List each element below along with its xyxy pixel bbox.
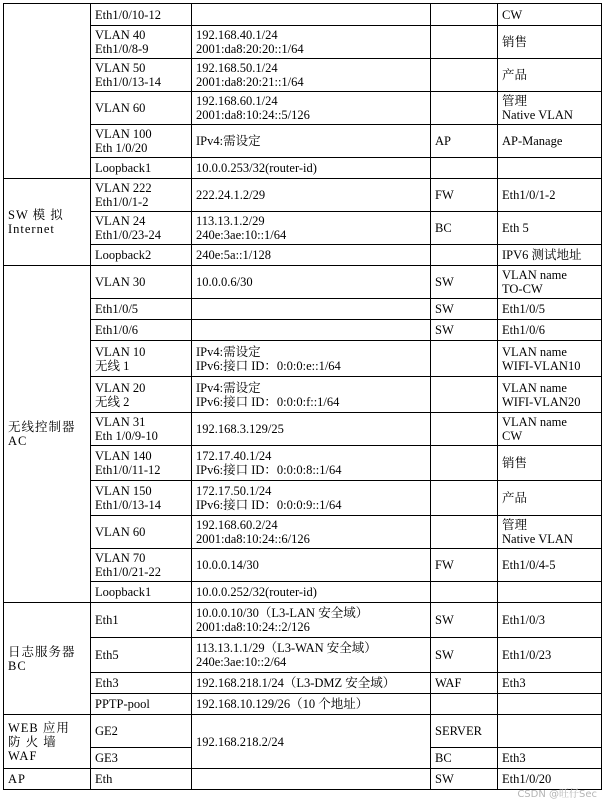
address-cell xyxy=(192,549,431,582)
address-line: IPv6:接口 ID：0:0:0:9::1/64 xyxy=(196,498,342,512)
peer-interface-cell xyxy=(498,212,602,245)
interface-cell xyxy=(91,446,192,481)
table-row xyxy=(4,26,602,59)
interface-line: VLAN 20 xyxy=(95,380,146,395)
peer-interface-line: Eth3 xyxy=(502,751,526,765)
peer-device-cell: FW xyxy=(431,549,498,582)
peer-interface-cell xyxy=(498,481,602,516)
interface-cell xyxy=(91,673,192,694)
interface-cell xyxy=(91,320,192,341)
address-line: 2001:da8:20:20::1/64 xyxy=(196,42,304,56)
address-cell xyxy=(192,603,431,638)
interface-cell xyxy=(91,603,192,638)
interface-line: VLAN 222 xyxy=(95,181,152,195)
address-cell xyxy=(192,59,431,92)
peer-interface-line: Eth1/0/5 xyxy=(502,302,546,316)
interface-line: Eth1/0/8-9 xyxy=(95,42,149,56)
device-name-cell xyxy=(4,769,91,790)
peer-device-cell: SERVER xyxy=(431,715,498,748)
peer-interface-line: Eth1/0/23 xyxy=(502,648,552,662)
peer-interface-cell xyxy=(498,299,602,320)
table-row xyxy=(4,377,602,413)
table-row xyxy=(4,266,602,299)
interface-cell xyxy=(91,179,192,212)
peer-device-cell: BC xyxy=(431,212,498,245)
address-cell xyxy=(192,638,431,673)
peer-interface-line: 管理 xyxy=(502,518,528,532)
address-line: 2001:da8:10:24::5/126 xyxy=(196,108,310,122)
peer-device-cell xyxy=(431,694,498,715)
interface-line: Eth1/0/11-12 xyxy=(95,463,161,477)
interface-line: Eth 1/0/20 xyxy=(95,141,148,155)
address-line: IPv4:需设定 xyxy=(196,380,261,395)
table-row xyxy=(4,516,602,549)
peer-interface-line: CW xyxy=(502,7,523,22)
address-cell xyxy=(192,673,431,694)
table-row xyxy=(4,59,602,92)
interface-cell xyxy=(91,26,192,59)
interface-line: VLAN 10 xyxy=(95,344,146,359)
address-line: 172.17.40.1/24 xyxy=(196,449,272,463)
address-cell xyxy=(192,516,431,549)
interface-line: Eth1/0/23-24 xyxy=(95,228,161,242)
interface-line: VLAN 31 xyxy=(95,415,146,429)
interface-cell xyxy=(91,59,192,92)
table-row xyxy=(4,245,602,266)
table-row xyxy=(4,92,602,125)
table-body xyxy=(4,4,602,790)
interface-line: Eth3 xyxy=(95,676,119,690)
peer-device-cell xyxy=(431,4,498,26)
peer-device-cell xyxy=(431,26,498,59)
peer-interface-line: AP-Manage xyxy=(502,134,563,148)
peer-device-cell xyxy=(431,413,498,446)
peer-interface-cell xyxy=(498,4,602,26)
peer-interface-cell xyxy=(498,158,602,179)
interface-line: VLAN 40 xyxy=(95,28,146,42)
table-row xyxy=(4,4,602,26)
interface-line: GE3 xyxy=(95,751,118,765)
address-line: 192.168.3.129/25 xyxy=(196,422,284,436)
address-line: 222.24.1.2/29 xyxy=(196,188,266,202)
interface-line: Eth5 xyxy=(95,648,119,662)
interface-cell xyxy=(91,516,192,549)
device-name-cell xyxy=(4,4,91,179)
device-name-line: WAF xyxy=(8,748,38,763)
peer-interface-line: TO-CW xyxy=(502,282,543,296)
interface-line: Eth1 xyxy=(95,613,119,627)
interface-line: Eth xyxy=(95,772,113,786)
address-cell xyxy=(192,341,431,377)
interface-cell xyxy=(91,4,192,26)
table-row xyxy=(4,446,602,481)
table-row xyxy=(4,299,602,320)
table-row xyxy=(4,481,602,516)
address-cell xyxy=(192,320,431,341)
table-row xyxy=(4,603,602,638)
peer-interface-line: Eth1/0/20 xyxy=(502,772,552,786)
address-line: 10.0.0.14/30 xyxy=(196,558,259,572)
interface-cell xyxy=(91,715,192,748)
interface-cell xyxy=(91,266,192,299)
address-line: 172.17.50.1/24 xyxy=(196,484,272,498)
address-line: 192.168.10.129/26（10 个地址） xyxy=(196,697,369,711)
address-cell xyxy=(192,446,431,481)
address-cell xyxy=(192,694,431,715)
peer-interface-line: CW xyxy=(502,429,523,443)
device-name-line: 无线控制器 xyxy=(8,420,76,434)
address-cell xyxy=(192,179,431,212)
peer-device-cell xyxy=(431,481,498,516)
address-cell xyxy=(192,377,431,413)
table-row xyxy=(4,673,602,694)
peer-interface-line: Eth1/0/1-2 xyxy=(502,188,556,202)
address-cell xyxy=(192,715,431,769)
peer-interface-cell xyxy=(498,715,602,748)
address-cell xyxy=(192,481,431,516)
peer-interface-line: Eth1/0/4-5 xyxy=(502,558,556,572)
interface-cell xyxy=(91,413,192,446)
interface-line: 无线 1 xyxy=(95,358,130,373)
address-line: 2001:da8:20:21::1/64 xyxy=(196,75,304,89)
peer-interface-line: 销售 xyxy=(502,456,528,470)
interface-line: Eth1/0/5 xyxy=(95,302,139,316)
address-line: 192.168.218.1/24（L3-DMZ 安全域） xyxy=(196,676,396,690)
peer-interface-cell xyxy=(498,603,602,638)
peer-device-cell: BC xyxy=(431,748,498,769)
peer-interface-line: VLAN name xyxy=(502,268,567,282)
interface-cell xyxy=(91,638,192,673)
table-row xyxy=(4,549,602,582)
interface-line: 无线 2 xyxy=(95,394,130,409)
peer-interface-cell xyxy=(498,549,602,582)
address-line: 240e:3ae:10::1/64 xyxy=(196,228,287,242)
interface-cell xyxy=(91,158,192,179)
peer-device-cell xyxy=(431,59,498,92)
address-line: 2001:da8:10:24::6/126 xyxy=(196,532,310,546)
interface-line: Eth 1/0/9-10 xyxy=(95,429,158,443)
peer-interface-cell xyxy=(498,446,602,481)
interface-line: Eth1/0/13-14 xyxy=(95,75,161,89)
interface-cell xyxy=(91,694,192,715)
address-line: 240e:3ae:10::2/64 xyxy=(196,655,287,669)
address-line: 240e:5a::1/128 xyxy=(196,248,271,262)
table-row xyxy=(4,769,602,790)
peer-interface-line: VLAN name xyxy=(502,380,567,395)
address-line: 192.168.60.2/24 xyxy=(196,518,278,532)
interface-cell xyxy=(91,377,192,413)
interface-cell xyxy=(91,245,192,266)
address-line: 10.0.0.252/32(router-id) xyxy=(196,585,317,599)
address-line: 10.0.0.6/30 xyxy=(196,275,253,289)
address-cell xyxy=(192,158,431,179)
address-line: 192.168.50.1/24 xyxy=(196,61,278,75)
table-row xyxy=(4,638,602,673)
peer-device-cell: FW xyxy=(431,179,498,212)
peer-interface-cell xyxy=(498,266,602,299)
address-line: 113.13.1.2/29 xyxy=(196,214,265,228)
peer-device-cell: SW xyxy=(431,638,498,673)
interface-line: PPTP-pool xyxy=(95,697,150,711)
interface-cell xyxy=(91,481,192,516)
interface-line: VLAN 100 xyxy=(95,127,152,141)
table-row xyxy=(4,158,602,179)
table-row xyxy=(4,320,602,341)
interface-line: VLAN 24 xyxy=(95,214,146,228)
interface-line: GE2 xyxy=(95,724,118,738)
peer-device-cell: WAF xyxy=(431,673,498,694)
peer-interface-cell xyxy=(498,377,602,413)
address-line: 10.0.0.253/32(router-id) xyxy=(196,161,317,175)
interface-cell xyxy=(91,341,192,377)
interface-line: VLAN 60 xyxy=(95,101,146,115)
peer-interface-cell xyxy=(498,413,602,446)
peer-interface-line: Native VLAN xyxy=(502,108,573,122)
address-cell xyxy=(192,582,431,603)
interface-cell xyxy=(91,125,192,158)
interface-line: Eth1/0/13-14 xyxy=(95,498,161,512)
address-line: 192.168.60.1/24 xyxy=(196,94,278,108)
peer-device-cell xyxy=(431,92,498,125)
interface-cell xyxy=(91,549,192,582)
device-name-line: Internet xyxy=(8,222,55,236)
device-name-line: WEB 应用 xyxy=(8,720,70,735)
address-line: 113.13.1.1/29（L3-WAN 安全域） xyxy=(196,641,377,655)
device-name-line: BC xyxy=(8,658,27,673)
peer-device-cell xyxy=(431,377,498,413)
peer-interface-cell xyxy=(498,341,602,377)
peer-interface-cell xyxy=(498,320,602,341)
address-cell xyxy=(192,413,431,446)
interface-line: Loopback1 xyxy=(95,585,152,599)
peer-interface-line: Eth1/0/6 xyxy=(502,323,546,337)
address-line: 10.0.0.10/30（L3-LAN 安全域） xyxy=(196,606,369,620)
peer-interface-line: 产品 xyxy=(502,491,528,505)
table-row xyxy=(4,715,602,748)
peer-device-cell: SW xyxy=(431,299,498,320)
device-name-cell xyxy=(4,266,91,603)
interface-line: VLAN 70 xyxy=(95,551,146,565)
watermark: CSDN @旺仔Sec xyxy=(517,789,597,800)
interface-line: Eth1/0/6 xyxy=(95,323,139,337)
address-cell xyxy=(192,769,431,790)
table-row xyxy=(4,212,602,245)
peer-interface-cell xyxy=(498,673,602,694)
table-row xyxy=(4,582,602,603)
interface-cell xyxy=(91,299,192,320)
address-cell xyxy=(192,125,431,158)
interface-cell xyxy=(91,212,192,245)
address-line: 192.168.218.2/24 xyxy=(196,734,284,749)
peer-interface-cell xyxy=(498,638,602,673)
interface-cell xyxy=(91,92,192,125)
peer-device-cell xyxy=(431,582,498,603)
peer-device-cell: SW xyxy=(431,320,498,341)
peer-interface-line: Eth3 xyxy=(502,676,526,690)
peer-interface-cell xyxy=(498,26,602,59)
peer-interface-line: WIFI-VLAN10 xyxy=(502,358,581,373)
peer-device-cell xyxy=(431,245,498,266)
device-name-line: 防 火 墙 xyxy=(8,734,57,749)
device-name-line: AC xyxy=(8,434,28,448)
address-line: IPv4:需设定 xyxy=(196,344,261,359)
address-line: 2001:da8:10:24::2/126 xyxy=(196,620,310,634)
peer-interface-cell xyxy=(498,582,602,603)
interface-line: VLAN 140 xyxy=(95,449,152,463)
peer-interface-line: VLAN name xyxy=(502,415,567,429)
address-line: 192.168.40.1/24 xyxy=(196,28,278,42)
peer-interface-cell xyxy=(498,694,602,715)
interface-line: Loopback1 xyxy=(95,161,152,175)
address-cell xyxy=(192,212,431,245)
device-name-line: 日志服务器 xyxy=(8,644,76,659)
interface-line: Eth1/0/21-22 xyxy=(95,565,161,579)
interface-line: VLAN 50 xyxy=(95,61,146,75)
peer-device-cell xyxy=(431,446,498,481)
peer-device-cell xyxy=(431,341,498,377)
peer-interface-line: IPV6 测试地址 xyxy=(502,248,582,262)
address-cell xyxy=(192,26,431,59)
peer-interface-line: 产品 xyxy=(502,68,528,82)
interface-line: VLAN 30 xyxy=(95,275,146,289)
peer-device-cell: AP xyxy=(431,125,498,158)
table-row xyxy=(4,179,602,212)
address-cell xyxy=(192,299,431,320)
address-cell xyxy=(192,245,431,266)
address-cell xyxy=(192,266,431,299)
table-row xyxy=(4,341,602,377)
interface-line: Eth1/0/10-12 xyxy=(95,7,161,22)
peer-device-cell: SW xyxy=(431,769,498,790)
address-cell xyxy=(192,4,431,26)
peer-interface-cell xyxy=(498,245,602,266)
interface-cell xyxy=(91,748,192,769)
peer-interface-cell xyxy=(498,748,602,769)
device-name-cell xyxy=(4,179,91,266)
interface-line: VLAN 60 xyxy=(95,525,146,539)
interface-line: VLAN 150 xyxy=(95,484,152,498)
address-cell xyxy=(192,92,431,125)
peer-interface-line: 销售 xyxy=(502,35,528,49)
peer-interface-line: 管理 xyxy=(502,94,528,108)
table-row xyxy=(4,125,602,158)
peer-interface-line: Native VLAN xyxy=(502,532,573,546)
peer-interface-cell xyxy=(498,179,602,212)
interface-line: Loopback2 xyxy=(95,248,152,262)
network-address-table xyxy=(3,3,602,790)
peer-device-cell: SW xyxy=(431,603,498,638)
device-name-line: AP xyxy=(8,772,26,786)
peer-interface-line: Eth1/0/3 xyxy=(502,613,546,627)
address-line: IPv6:接口 ID：0:0:0:8::1/64 xyxy=(196,463,342,477)
address-line: IPv6:接口 ID：0:0:0:f::1/64 xyxy=(196,394,340,409)
peer-interface-line: Eth 5 xyxy=(502,221,529,235)
peer-interface-cell xyxy=(498,92,602,125)
peer-interface-cell xyxy=(498,59,602,92)
device-name-line: SW 模 拟 xyxy=(8,208,64,222)
interface-cell xyxy=(91,769,192,790)
peer-device-cell xyxy=(431,516,498,549)
interface-cell xyxy=(91,582,192,603)
table-row xyxy=(4,694,602,715)
address-line: IPv4:需设定 xyxy=(196,134,261,148)
peer-interface-line: VLAN name xyxy=(502,344,567,359)
peer-device-cell: SW xyxy=(431,266,498,299)
device-name-cell xyxy=(4,603,91,715)
table-row xyxy=(4,413,602,446)
peer-interface-line: WIFI-VLAN20 xyxy=(502,394,581,409)
peer-device-cell xyxy=(431,158,498,179)
peer-interface-cell xyxy=(498,516,602,549)
peer-interface-cell xyxy=(498,125,602,158)
interface-line: Eth1/0/1-2 xyxy=(95,195,149,209)
device-name-cell xyxy=(4,715,91,769)
address-line: IPv6:接口 ID：0:0:0:e::1/64 xyxy=(196,358,341,373)
